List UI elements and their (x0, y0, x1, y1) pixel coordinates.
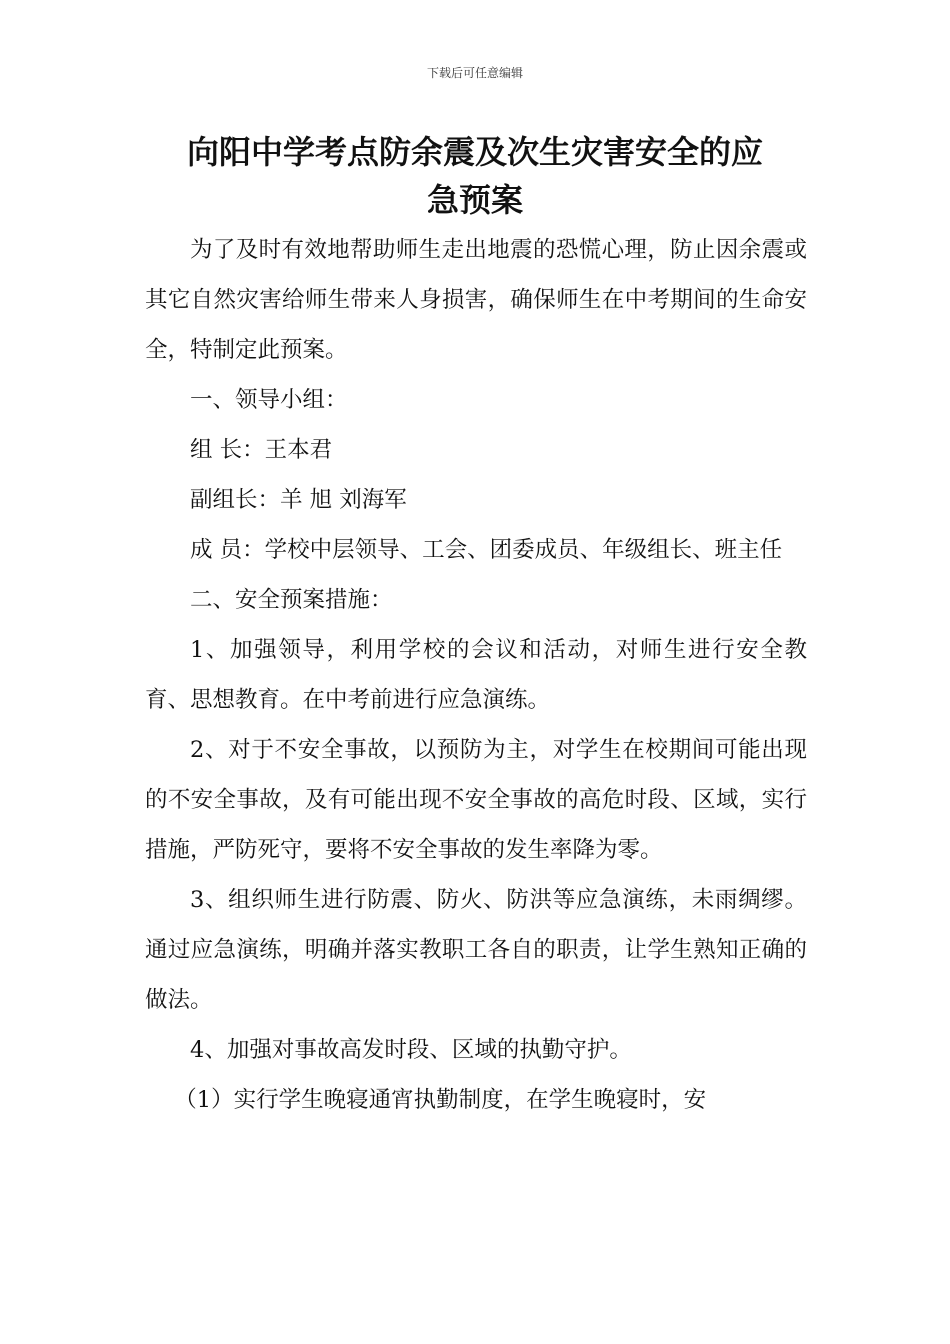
document-title (145, 128, 805, 224)
document-title-line-2: 急预案 (426, 181, 523, 219)
measure-subitem-1: （1）实行学生晚寝通宵执勤制度，在学生晚寝时，安 (174, 1087, 707, 1113)
section-heading-measures: 二、安全预案措施： (190, 587, 393, 613)
section-heading-leadership: 一、领导小组： (190, 387, 348, 413)
measure-item-3: 3、组织师生进行防震、防火、防洪等应急演练，未雨绸缪。通过应急演练，明确并落实教职工各自的职责，让学生熟知正确的做法。 (145, 887, 807, 1013)
measure-item-4: 4、加强对事故高发时段、区域的执勤守护。 (190, 1037, 632, 1063)
document-body (145, 225, 807, 1125)
deputy-leader-line: 副组长：羊 旭 刘海军 (190, 487, 407, 513)
members-line: 成 员：学校中层领导、工会、团委成员、年级组长、班主任 (190, 537, 783, 563)
page-header-note: 下载后可任意编辑 (426, 66, 523, 80)
measure-item-1: 1、加强领导，利用学校的会议和活动，对师生进行安全教育、思想教育。在中考前进行应急演练。 (145, 637, 807, 713)
document-title-line-1: 向阳中学考点防余震及次生灾害安全的应 (186, 133, 763, 171)
intro-paragraph: 为了及时有效地帮助师生走出地震的恐慌心理，防止因余震或其它自然灾害给师生带来人身损害，确保师生在中考期间的生命安全，特制定此预案。 (145, 237, 807, 363)
measure-item-2: 2、对于不安全事故，以预防为主，对学生在校期间可能出现的不安全事故，及有可能出现不安全事故的高危时段、区域，实行措施，严防死守，要将不安全事故的发生率降为零。 (145, 737, 807, 863)
leader-line: 组 长：王本君 (190, 437, 333, 463)
